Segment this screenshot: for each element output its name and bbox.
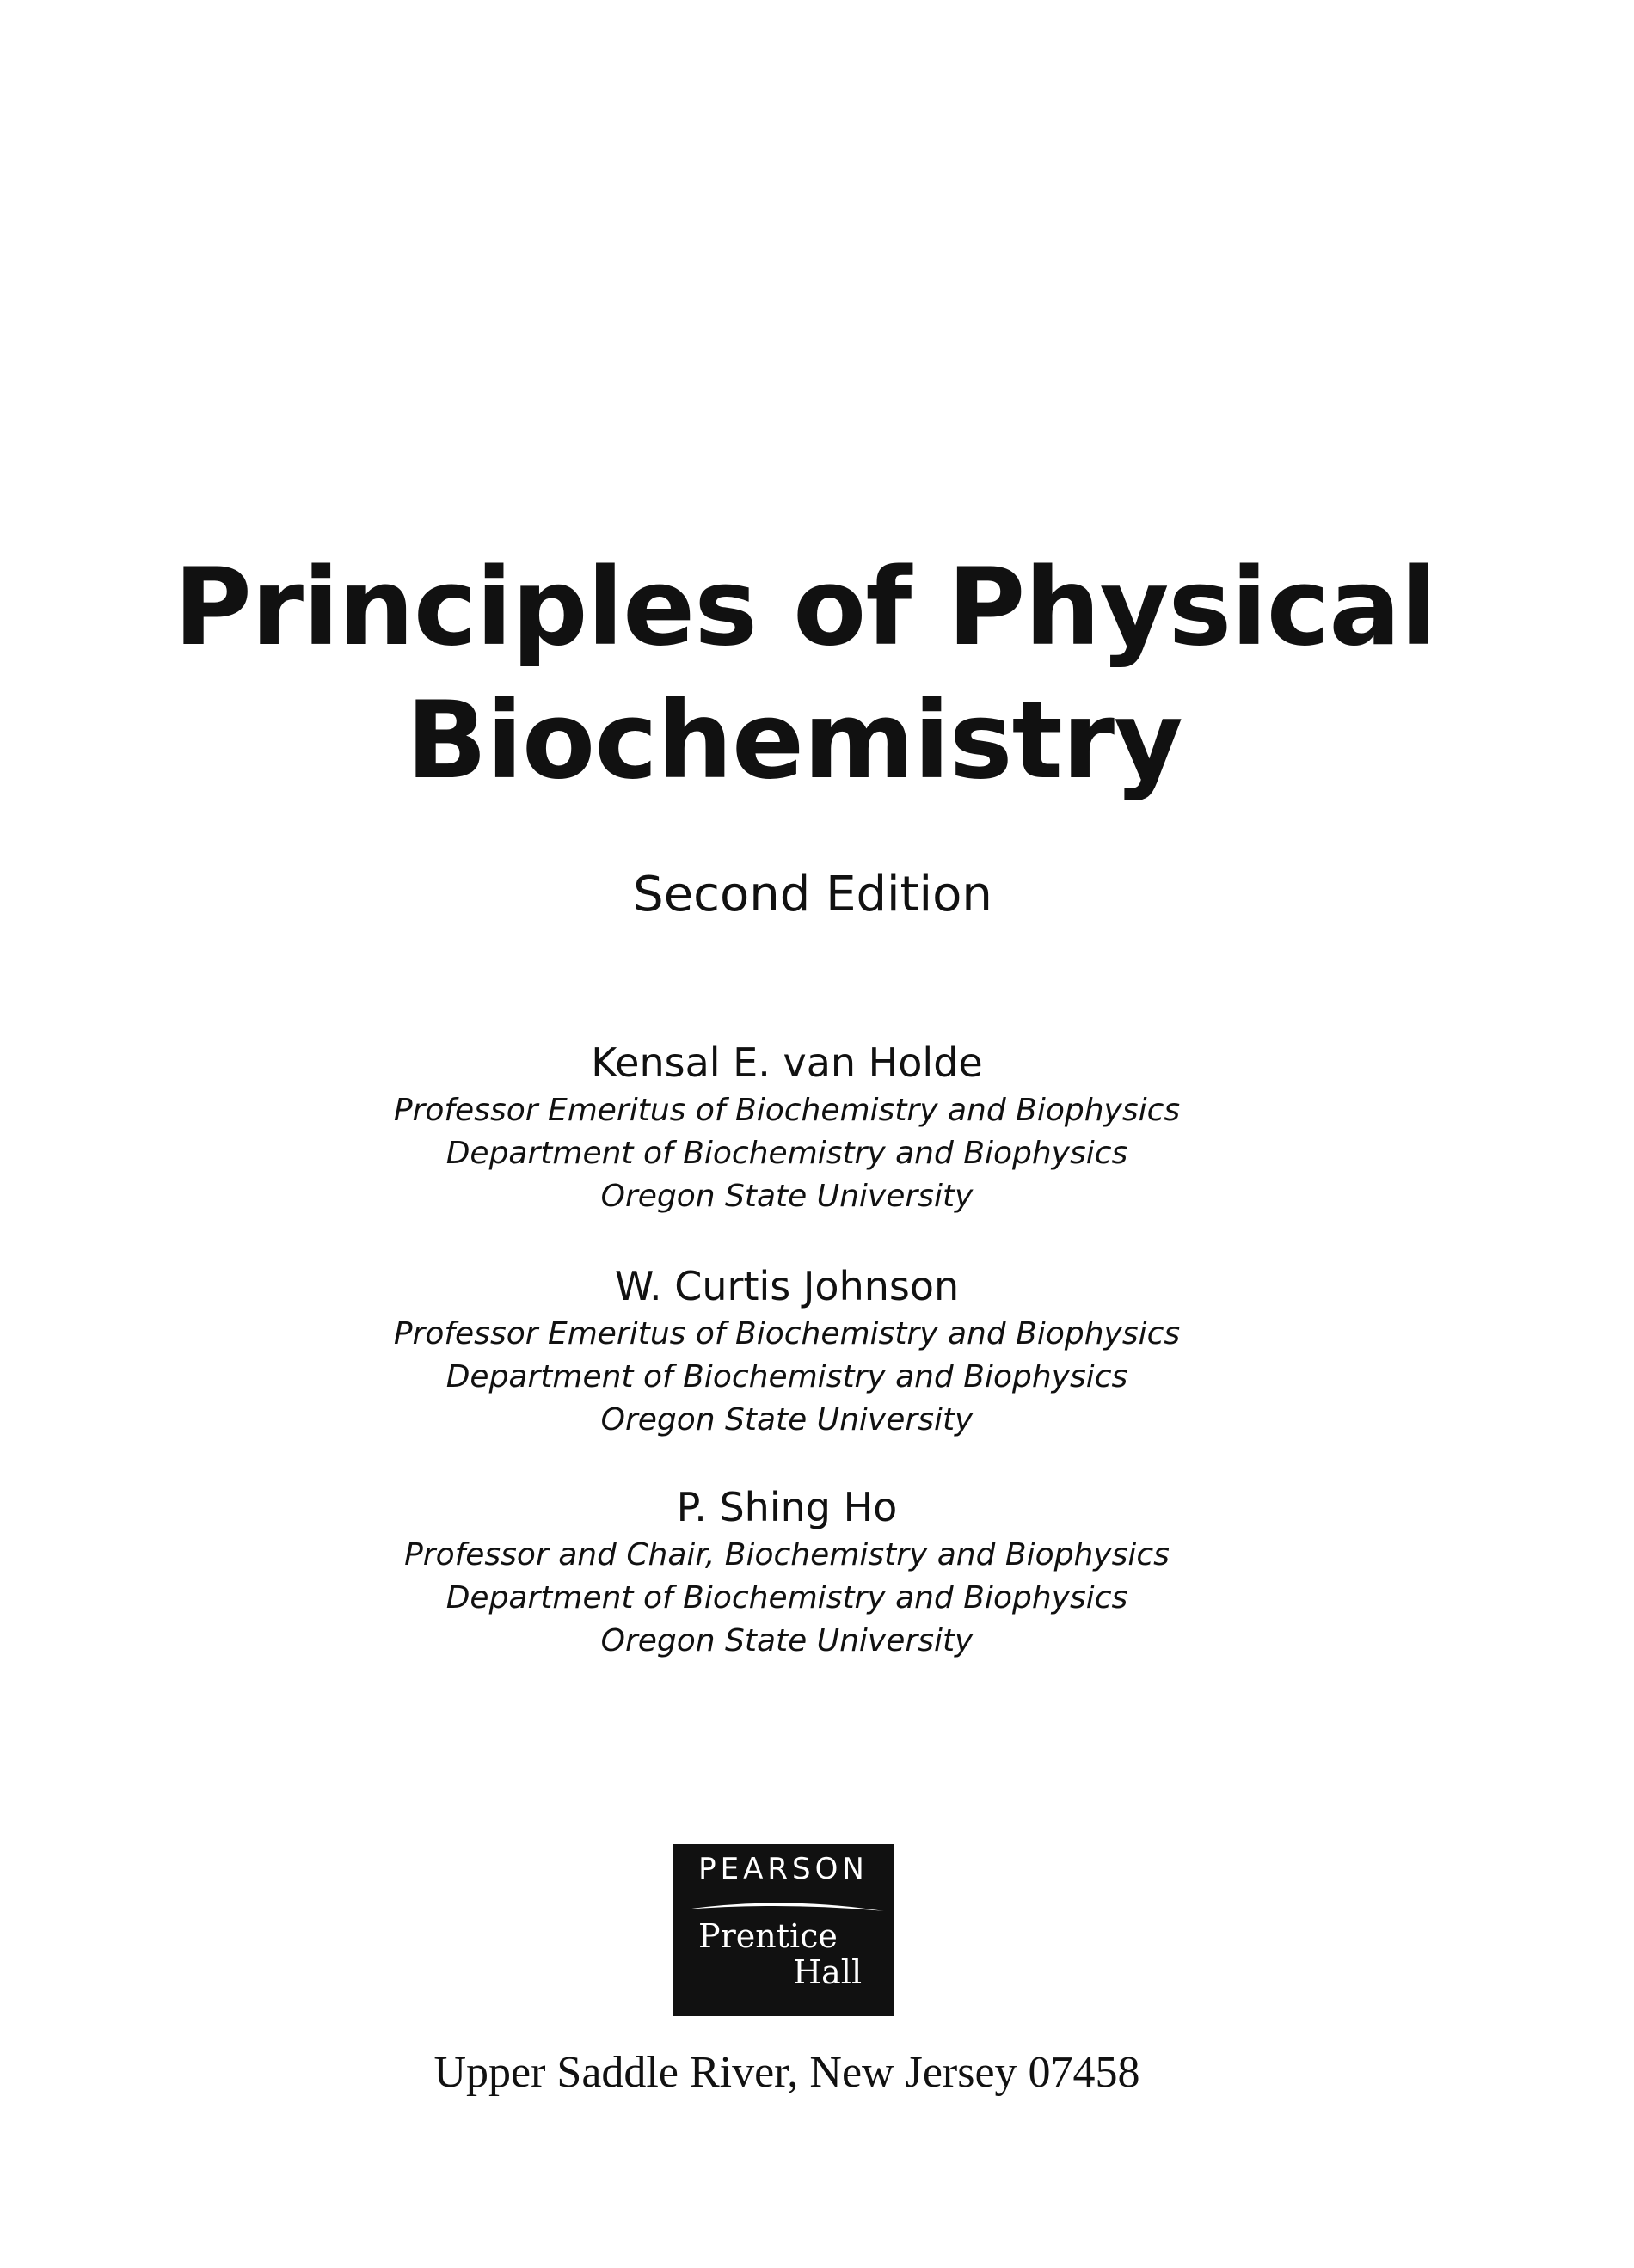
logo-hall-text: Hall xyxy=(793,1953,863,1991)
author-block xyxy=(0,1480,1574,1663)
publisher-location: Upper Saddle River, New Jersey 07458 xyxy=(433,2048,1140,2097)
edition-label xyxy=(0,867,1634,923)
logo-swoosh-icon xyxy=(683,1894,886,1916)
title-line-1: Principles of Physical xyxy=(174,546,1436,670)
author-position: Professor Emeritus of Biochemistry and Biophysics xyxy=(393,1093,1181,1128)
author-institution: Oregon State University xyxy=(600,1402,974,1437)
author-position: Professor Emeritus of Biochemistry and Biophysics xyxy=(393,1316,1181,1352)
author-name: W. Curtis Johnson xyxy=(614,1263,960,1309)
author-name: P. Shing Ho xyxy=(676,1484,898,1530)
author-institution: Oregon State University xyxy=(600,1623,974,1658)
title-line-2: Biochemistry xyxy=(406,679,1182,803)
author-department: Department of Biochemistry and Biophysics xyxy=(445,1359,1128,1395)
author-block xyxy=(0,1036,1574,1218)
author-name: Kensal E. van Holde xyxy=(591,1039,983,1086)
author-position: Professor and Chair, Biochemistry and Biophysics xyxy=(404,1537,1170,1572)
logo-prentice-text: Prentice xyxy=(698,1917,838,1955)
publisher-logo xyxy=(673,1844,894,2016)
author-department: Department of Biochemistry and Biophysics xyxy=(445,1136,1128,1171)
logo-pearson-text: PEARSON xyxy=(698,1852,869,1886)
author-institution: Oregon State University xyxy=(600,1179,974,1214)
author-block xyxy=(0,1260,1574,1442)
author-department: Department of Biochemistry and Biophysics xyxy=(445,1580,1128,1615)
edition-text: Second Edition xyxy=(633,867,992,923)
